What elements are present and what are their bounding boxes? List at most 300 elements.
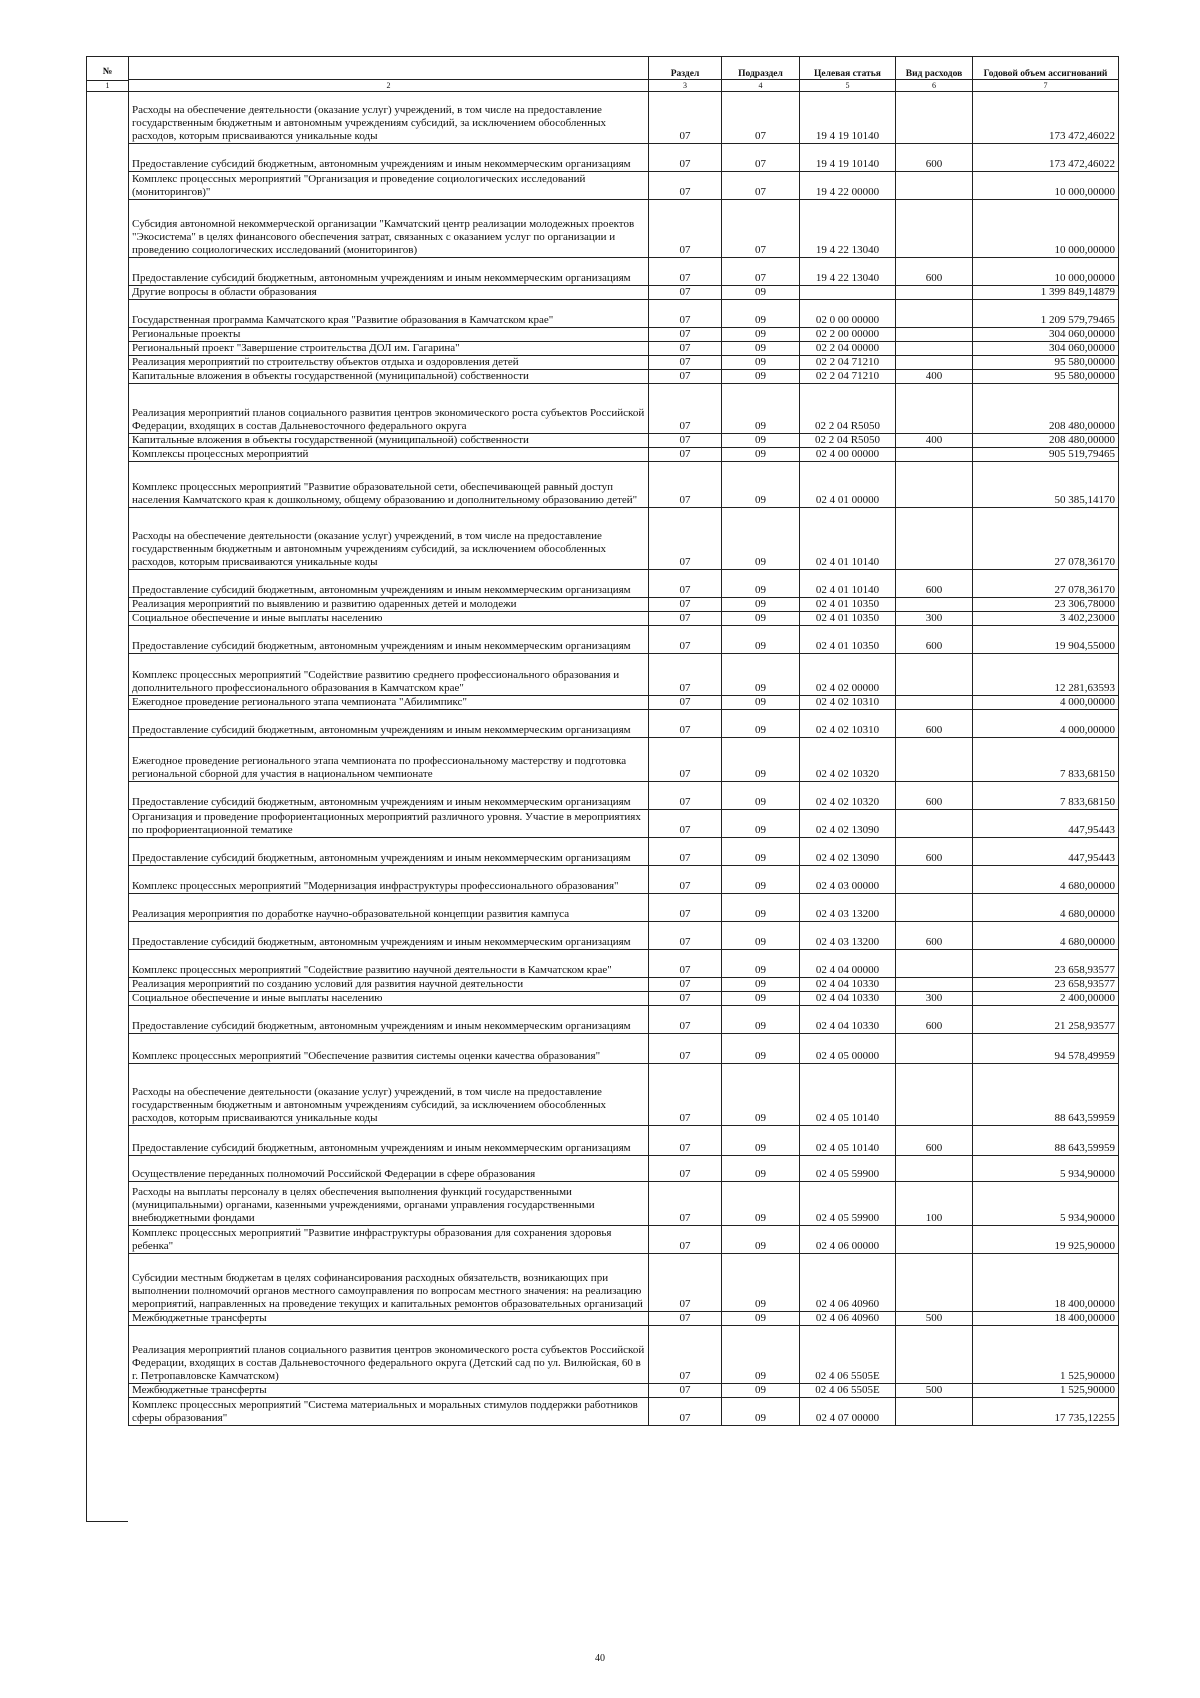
- table-row: [129, 200, 1119, 258]
- table-row: [129, 738, 1119, 782]
- row-amount: 5 934,90000: [973, 1182, 1119, 1226]
- row-target: 02 4 01 00000: [800, 462, 896, 508]
- row-name: Расходы на обеспечение деятельности (оказание услуг) учреждений, в том числе на предоставление государственным бюджетным и автономным учреждениям субсидий, за исключением обособленных расходов, которым присваиваются уникальные коды: [129, 1064, 649, 1126]
- row-amount: 173 472,46022: [973, 144, 1119, 172]
- row-podrazdel: 09: [722, 1156, 800, 1182]
- row-name: Комплексы процессных мероприятий: [129, 448, 649, 462]
- table-row: [129, 1254, 1119, 1312]
- row-vid: 400: [896, 370, 973, 384]
- row-vid: 600: [896, 626, 973, 654]
- row-vid: [896, 356, 973, 370]
- row-vid: [896, 1156, 973, 1182]
- row-vid: [896, 342, 973, 356]
- page-number: 40: [595, 1653, 605, 1664]
- row-vid: 500: [896, 1384, 973, 1398]
- row-razdel: 07: [649, 810, 722, 838]
- table-row: [129, 950, 1119, 978]
- col-number-1: 1: [87, 80, 128, 92]
- row-amount: 304 060,00000: [973, 328, 1119, 342]
- table-row: [129, 1182, 1119, 1226]
- row-razdel: 07: [649, 258, 722, 286]
- row-razdel: 07: [649, 356, 722, 370]
- row-amount: 1 399 849,14879: [973, 286, 1119, 300]
- row-podrazdel: 09: [722, 978, 800, 992]
- row-name: Предоставление субсидий бюджетным, автономным учреждениям и иным некоммерческим организациям: [129, 1126, 649, 1156]
- row-podrazdel: 09: [722, 1398, 800, 1426]
- row-name: Ежегодное проведение регионального этапа чемпионата "Абилимпикс": [129, 696, 649, 710]
- row-vid: 600: [896, 838, 973, 866]
- row-name: Расходы на обеспечение деятельности (оказание услуг) учреждений, в том числе на предоставление государственным бюджетным и автономным учреждениям субсидий, за исключением обособленных расходов, которым присваиваются уникальные коды: [129, 508, 649, 570]
- row-vid: [896, 978, 973, 992]
- row-razdel: 07: [649, 922, 722, 950]
- row-vid: 500: [896, 1312, 973, 1326]
- row-name: Предоставление субсидий бюджетным, автономным учреждениям и иным некоммерческим организациям: [129, 838, 649, 866]
- row-podrazdel: 09: [722, 782, 800, 810]
- row-target: 02 4 07 00000: [800, 1398, 896, 1426]
- row-amount: 905 519,79465: [973, 448, 1119, 462]
- table-row: [129, 894, 1119, 922]
- row-target: 02 4 04 10330: [800, 978, 896, 992]
- row-target: 02 4 03 13200: [800, 894, 896, 922]
- table-row: [129, 922, 1119, 950]
- row-razdel: 07: [649, 626, 722, 654]
- row-target: 02 2 04 R5050: [800, 434, 896, 448]
- row-amount: 208 480,00000: [973, 434, 1119, 448]
- table-row: [129, 172, 1119, 200]
- table-row: [129, 866, 1119, 894]
- row-amount: 23 658,93577: [973, 950, 1119, 978]
- row-target: 02 2 04 71210: [800, 370, 896, 384]
- row-target: 02 4 06 5505E: [800, 1384, 896, 1398]
- row-razdel: 07: [649, 598, 722, 612]
- row-podrazdel: 09: [722, 1064, 800, 1126]
- row-name: Комплекс процессных мероприятий "Развитие инфраструктуры образования для сохранения здоровья ребенка": [129, 1226, 649, 1254]
- row-name: Предоставление субсидий бюджетным, автономным учреждениям и иным некоммерческим организациям: [129, 922, 649, 950]
- row-razdel: 07: [649, 92, 722, 144]
- row-podrazdel: 09: [722, 654, 800, 696]
- row-target: 02 2 04 00000: [800, 342, 896, 356]
- row-podrazdel: 09: [722, 710, 800, 738]
- row-vid: [896, 328, 973, 342]
- row-vid: [896, 696, 973, 710]
- row-amount: 88 643,59959: [973, 1126, 1119, 1156]
- row-razdel: 07: [649, 710, 722, 738]
- row-name: Реализация мероприятий по выявлению и развитию одаренных детей и молодежи: [129, 598, 649, 612]
- row-vid: [896, 286, 973, 300]
- row-target: 02 4 01 10140: [800, 570, 896, 598]
- row-amount: 17 735,12255: [973, 1398, 1119, 1426]
- budget-table: [128, 56, 1119, 1426]
- table-row: [129, 434, 1119, 448]
- row-amount: 304 060,00000: [973, 342, 1119, 356]
- row-podrazdel: 09: [722, 1182, 800, 1226]
- row-vid: [896, 950, 973, 978]
- row-vid: [896, 1398, 973, 1426]
- row-vid: 600: [896, 1126, 973, 1156]
- row-name: Комплекс процессных мероприятий "Модернизация инфраструктуры профессионального образования": [129, 866, 649, 894]
- row-name: Предоставление субсидий бюджетным, автономным учреждениям и иным некоммерческим организациям: [129, 626, 649, 654]
- row-target: 02 4 06 40960: [800, 1254, 896, 1312]
- table-row: [129, 258, 1119, 286]
- row-vid: [896, 1254, 973, 1312]
- row-target: 02 4 05 59900: [800, 1182, 896, 1226]
- table-row: [129, 782, 1119, 810]
- header-num: №: [102, 67, 113, 77]
- row-amount: 95 580,00000: [973, 370, 1119, 384]
- row-razdel: 07: [649, 342, 722, 356]
- table-row: [129, 838, 1119, 866]
- row-amount: 4 680,00000: [973, 894, 1119, 922]
- row-amount: 23 306,78000: [973, 598, 1119, 612]
- row-podrazdel: 09: [722, 950, 800, 978]
- row-amount: 4 680,00000: [973, 866, 1119, 894]
- row-razdel: 07: [649, 172, 722, 200]
- row-razdel: 07: [649, 300, 722, 328]
- row-podrazdel: 09: [722, 696, 800, 710]
- row-name: Капитальные вложения в объекты государственной (муниципальной) собственности: [129, 370, 649, 384]
- row-target: 02 4 02 10310: [800, 710, 896, 738]
- row-podrazdel: 09: [722, 1226, 800, 1254]
- row-name: Субсидии местным бюджетам в целях софинансирования расходных обязательств, возникающих при выполнении полномочий органов местного самоуправления по вопросам местного значения: на реализацию мероприятий, направленных на проведение текущих и капитальных ремонтов образовательных организаций: [129, 1254, 649, 1312]
- row-name: Субсидия автономной некоммерческой организации "Камчатский центр реализации молодежных проектов "Экосистема" в целях финансового обеспечения затрат, связанных с оказанием услуг по организации и проведению социологических исследований (мониторингов): [129, 200, 649, 258]
- row-razdel: 07: [649, 1326, 722, 1384]
- row-target: 19 4 22 13040: [800, 258, 896, 286]
- row-podrazdel: 09: [722, 738, 800, 782]
- row-razdel: 07: [649, 950, 722, 978]
- row-name: Предоставление субсидий бюджетным, автономным учреждениям и иным некоммерческим организациям: [129, 782, 649, 810]
- row-vid: 400: [896, 434, 973, 448]
- table-row: [129, 300, 1119, 328]
- row-target: 02 4 04 10330: [800, 1006, 896, 1034]
- header-row: [129, 57, 1119, 80]
- header-name: [129, 57, 649, 80]
- row-name: Реализация мероприятий по созданию условий для развития научной деятельности: [129, 978, 649, 992]
- row-target: 02 2 04 71210: [800, 356, 896, 370]
- row-name: Реализация мероприятия по доработке научно-образовательной концепции развития кампуса: [129, 894, 649, 922]
- row-target: 02 4 06 5505E: [800, 1326, 896, 1384]
- row-vid: 100: [896, 1182, 973, 1226]
- table-row: [129, 144, 1119, 172]
- row-vid: 300: [896, 612, 973, 626]
- table-row: [129, 328, 1119, 342]
- table-row: [129, 356, 1119, 370]
- table-row: [129, 1034, 1119, 1064]
- row-vid: [896, 448, 973, 462]
- col-number-7: 7: [973, 80, 1119, 92]
- row-amount: 4 000,00000: [973, 710, 1119, 738]
- col-number-3: 3: [649, 80, 722, 92]
- num-column: [86, 56, 128, 1522]
- row-razdel: 07: [649, 1226, 722, 1254]
- row-razdel: 07: [649, 696, 722, 710]
- row-razdel: 07: [649, 654, 722, 696]
- row-vid: 600: [896, 710, 973, 738]
- table-row: [129, 1226, 1119, 1254]
- table-row: [129, 384, 1119, 434]
- row-podrazdel: 09: [722, 300, 800, 328]
- row-amount: 94 578,49959: [973, 1034, 1119, 1064]
- table-row: [129, 654, 1119, 696]
- row-target: 02 4 06 40960: [800, 1312, 896, 1326]
- row-vid: [896, 654, 973, 696]
- row-target: 02 4 02 10320: [800, 738, 896, 782]
- row-target: 02 4 03 00000: [800, 866, 896, 894]
- row-vid: 600: [896, 144, 973, 172]
- row-target: 02 4 01 10350: [800, 598, 896, 612]
- row-name: Реализация мероприятий планов социального развития центров экономического роста субъектов Российской Федерации, входящих в состав Дальневосточного федерального округа (Детский сад по ул. Вилюйская, 60 в г. Петропавловске Камчатском): [129, 1326, 649, 1384]
- row-razdel: 07: [649, 328, 722, 342]
- row-amount: 19 925,90000: [973, 1226, 1119, 1254]
- row-podrazdel: 07: [722, 172, 800, 200]
- row-razdel: 07: [649, 1034, 722, 1064]
- row-name: Комплекс процессных мероприятий "Содействие развитию среднего профессионального образования и дополнительного профессионального образования в Камчатском крае": [129, 654, 649, 696]
- row-target: 02 2 00 00000: [800, 328, 896, 342]
- row-podrazdel: 09: [722, 328, 800, 342]
- row-razdel: 07: [649, 434, 722, 448]
- row-name: Региональный проект "Завершение строительства ДОЛ им. Гагарина": [129, 342, 649, 356]
- row-amount: 1 525,90000: [973, 1326, 1119, 1384]
- row-podrazdel: 09: [722, 356, 800, 370]
- row-razdel: 07: [649, 286, 722, 300]
- table-row: [129, 286, 1119, 300]
- row-target: [800, 286, 896, 300]
- row-razdel: 07: [649, 1182, 722, 1226]
- table-row: [129, 1326, 1119, 1384]
- row-name: Комплекс процессных мероприятий "Организация и проведение социологических исследований (мониторингов)": [129, 172, 649, 200]
- column-number-row: [129, 80, 1119, 92]
- table-row: [129, 342, 1119, 356]
- row-amount: 27 078,36170: [973, 570, 1119, 598]
- row-podrazdel: 09: [722, 1312, 800, 1326]
- col-number-5: 5: [800, 80, 896, 92]
- table-row: [129, 1156, 1119, 1182]
- header-podrazdel: Подраздел: [722, 57, 800, 80]
- row-podrazdel: 09: [722, 286, 800, 300]
- row-razdel: 07: [649, 1312, 722, 1326]
- row-vid: [896, 92, 973, 144]
- row-podrazdel: 09: [722, 1326, 800, 1384]
- row-name: Ежегодное проведение регионального этапа чемпионата по профессиональному мастерству и подготовка региональной сборной для участия в национальном чемпионате: [129, 738, 649, 782]
- row-razdel: 07: [649, 1156, 722, 1182]
- row-target: 02 4 05 10140: [800, 1126, 896, 1156]
- row-vid: [896, 598, 973, 612]
- row-target: 02 4 02 10310: [800, 696, 896, 710]
- row-name: Комплекс процессных мероприятий "Обеспечение развития системы оценки качества образования": [129, 1034, 649, 1064]
- row-target: 02 4 02 13090: [800, 810, 896, 838]
- row-vid: [896, 1034, 973, 1064]
- row-amount: 27 078,36170: [973, 508, 1119, 570]
- row-target: 02 0 00 00000: [800, 300, 896, 328]
- row-podrazdel: 09: [722, 838, 800, 866]
- row-podrazdel: 09: [722, 810, 800, 838]
- row-name: Предоставление субсидий бюджетным, автономным учреждениям и иным некоммерческим организациям: [129, 710, 649, 738]
- row-vid: [896, 1064, 973, 1126]
- table-row: [129, 1384, 1119, 1398]
- row-amount: 18 400,00000: [973, 1254, 1119, 1312]
- table-row: [129, 1398, 1119, 1426]
- table-row: [129, 370, 1119, 384]
- row-amount: 95 580,00000: [973, 356, 1119, 370]
- row-razdel: 07: [649, 370, 722, 384]
- row-amount: 4 680,00000: [973, 922, 1119, 950]
- table-row: [129, 710, 1119, 738]
- row-razdel: 07: [649, 738, 722, 782]
- row-amount: 10 000,00000: [973, 200, 1119, 258]
- row-podrazdel: 07: [722, 144, 800, 172]
- row-amount: 88 643,59959: [973, 1064, 1119, 1126]
- table-row: [129, 1006, 1119, 1034]
- row-vid: 600: [896, 258, 973, 286]
- table-row: [129, 92, 1119, 144]
- row-target: 02 4 02 10320: [800, 782, 896, 810]
- row-podrazdel: 09: [722, 370, 800, 384]
- row-amount: 447,95443: [973, 810, 1119, 838]
- table-row: [129, 462, 1119, 508]
- row-podrazdel: 09: [722, 866, 800, 894]
- table-row: [129, 810, 1119, 838]
- row-podrazdel: 09: [722, 508, 800, 570]
- row-target: 19 4 19 10140: [800, 144, 896, 172]
- table-row: [129, 992, 1119, 1006]
- row-target: 02 4 05 59900: [800, 1156, 896, 1182]
- row-name: Комплекс процессных мероприятий "Развитие образовательной сети, обеспечивающей равный доступ населения Камчатского края к дошкольному, общему образованию и дополнительному образованию детей": [129, 462, 649, 508]
- row-name: Расходы на выплаты персоналу в целях обеспечения выполнения функций государственными (муниципальными) органами, казенными учреждениями, органами управления государственными внебюджетными фондами: [129, 1182, 649, 1226]
- col-number-4: 4: [722, 80, 800, 92]
- row-amount: 2 400,00000: [973, 992, 1119, 1006]
- row-target: 19 4 22 13040: [800, 200, 896, 258]
- table-row: [129, 978, 1119, 992]
- row-amount: 1 525,90000: [973, 1384, 1119, 1398]
- row-target: 02 4 04 00000: [800, 950, 896, 978]
- row-razdel: 07: [649, 992, 722, 1006]
- row-name: Организация и проведение профориентационных мероприятий различного уровня. Участие в мероприятиях по профориентационной тематике: [129, 810, 649, 838]
- row-vid: [896, 384, 973, 434]
- row-podrazdel: 09: [722, 1254, 800, 1312]
- row-vid: 600: [896, 570, 973, 598]
- row-amount: 5 934,90000: [973, 1156, 1119, 1182]
- table-row: [129, 1126, 1119, 1156]
- row-razdel: 07: [649, 1006, 722, 1034]
- row-target: 19 4 19 10140: [800, 92, 896, 144]
- row-razdel: 07: [649, 782, 722, 810]
- table-row: [129, 696, 1119, 710]
- row-vid: [896, 894, 973, 922]
- row-podrazdel: 09: [722, 612, 800, 626]
- row-podrazdel: 09: [722, 992, 800, 1006]
- row-podrazdel: 09: [722, 1126, 800, 1156]
- row-target: 02 2 04 R5050: [800, 384, 896, 434]
- row-podrazdel: 09: [722, 894, 800, 922]
- row-podrazdel: 09: [722, 434, 800, 448]
- row-target: 02 4 06 00000: [800, 1226, 896, 1254]
- row-razdel: 07: [649, 612, 722, 626]
- row-razdel: 07: [649, 1064, 722, 1126]
- row-target: 02 4 02 13090: [800, 838, 896, 866]
- row-vid: 300: [896, 992, 973, 1006]
- row-razdel: 07: [649, 978, 722, 992]
- table-row: [129, 598, 1119, 612]
- row-podrazdel: 09: [722, 1034, 800, 1064]
- row-target: 02 4 01 10350: [800, 626, 896, 654]
- row-vid: [896, 810, 973, 838]
- row-podrazdel: 07: [722, 200, 800, 258]
- table-row: [129, 612, 1119, 626]
- row-razdel: 07: [649, 1126, 722, 1156]
- row-target: 02 4 00 00000: [800, 448, 896, 462]
- row-podrazdel: 09: [722, 570, 800, 598]
- row-vid: [896, 1326, 973, 1384]
- row-target: 02 4 05 10140: [800, 1064, 896, 1126]
- col-number-2: 2: [129, 80, 649, 92]
- row-target: 02 4 04 10330: [800, 992, 896, 1006]
- row-target: 19 4 22 00000: [800, 172, 896, 200]
- row-razdel: 07: [649, 1254, 722, 1312]
- header-vid: Вид расходов: [896, 57, 973, 80]
- row-name: Комплекс процессных мероприятий "Система материальных и моральных стимулов поддержки работников сферы образования": [129, 1398, 649, 1426]
- row-amount: 208 480,00000: [973, 384, 1119, 434]
- row-name: Межбюджетные трансферты: [129, 1384, 649, 1398]
- row-name: Межбюджетные трансферты: [129, 1312, 649, 1326]
- row-target: 02 4 05 00000: [800, 1034, 896, 1064]
- row-amount: 12 281,63593: [973, 654, 1119, 696]
- row-amount: 21 258,93577: [973, 1006, 1119, 1034]
- row-amount: 19 904,55000: [973, 626, 1119, 654]
- row-name: Социальное обеспечение и иные выплаты населению: [129, 992, 649, 1006]
- row-razdel: 07: [649, 448, 722, 462]
- row-podrazdel: 09: [722, 922, 800, 950]
- table-row: [129, 508, 1119, 570]
- row-name: Другие вопросы в области образования: [129, 286, 649, 300]
- row-podrazdel: 09: [722, 598, 800, 612]
- row-amount: 4 000,00000: [973, 696, 1119, 710]
- header-target: Целевая статья: [800, 57, 896, 80]
- row-target: 02 4 03 13200: [800, 922, 896, 950]
- row-name: Предоставление субсидий бюджетным, автономным учреждениям и иным некоммерческим организациям: [129, 1006, 649, 1034]
- table-row: [129, 448, 1119, 462]
- row-razdel: 07: [649, 866, 722, 894]
- row-name: Осуществление переданных полномочий Российской Федерации в сфере образования: [129, 1156, 649, 1182]
- table-row: [129, 1312, 1119, 1326]
- row-vid: 600: [896, 1006, 973, 1034]
- row-amount: 7 833,68150: [973, 738, 1119, 782]
- row-vid: 600: [896, 782, 973, 810]
- header-razdel: Раздел: [649, 57, 722, 80]
- row-name: Социальное обеспечение и иные выплаты населению: [129, 612, 649, 626]
- row-vid: [896, 508, 973, 570]
- row-vid: [896, 866, 973, 894]
- row-amount: 1 209 579,79465: [973, 300, 1119, 328]
- row-target: 02 4 02 00000: [800, 654, 896, 696]
- row-vid: 600: [896, 922, 973, 950]
- row-target: 02 4 01 10350: [800, 612, 896, 626]
- row-name: Капитальные вложения в объекты государственной (муниципальной) собственности: [129, 434, 649, 448]
- row-razdel: 07: [649, 462, 722, 508]
- row-amount: 173 472,46022: [973, 92, 1119, 144]
- row-vid: [896, 738, 973, 782]
- row-podrazdel: 09: [722, 384, 800, 434]
- row-name: Комплекс процессных мероприятий "Содействие развитию научной деятельности в Камчатском крае": [129, 950, 649, 978]
- row-amount: 7 833,68150: [973, 782, 1119, 810]
- row-razdel: 07: [649, 200, 722, 258]
- row-podrazdel: 09: [722, 462, 800, 508]
- row-name: Реализация мероприятий по строительству объектов отдыха и оздоровления детей: [129, 356, 649, 370]
- row-razdel: 07: [649, 1384, 722, 1398]
- row-razdel: 07: [649, 894, 722, 922]
- row-vid: [896, 300, 973, 328]
- row-razdel: 07: [649, 144, 722, 172]
- row-name: Реализация мероприятий планов социального развития центров экономического роста субъектов Российской Федерации, входящих в состав Дальневосточного федерального округа: [129, 384, 649, 434]
- row-razdel: 07: [649, 508, 722, 570]
